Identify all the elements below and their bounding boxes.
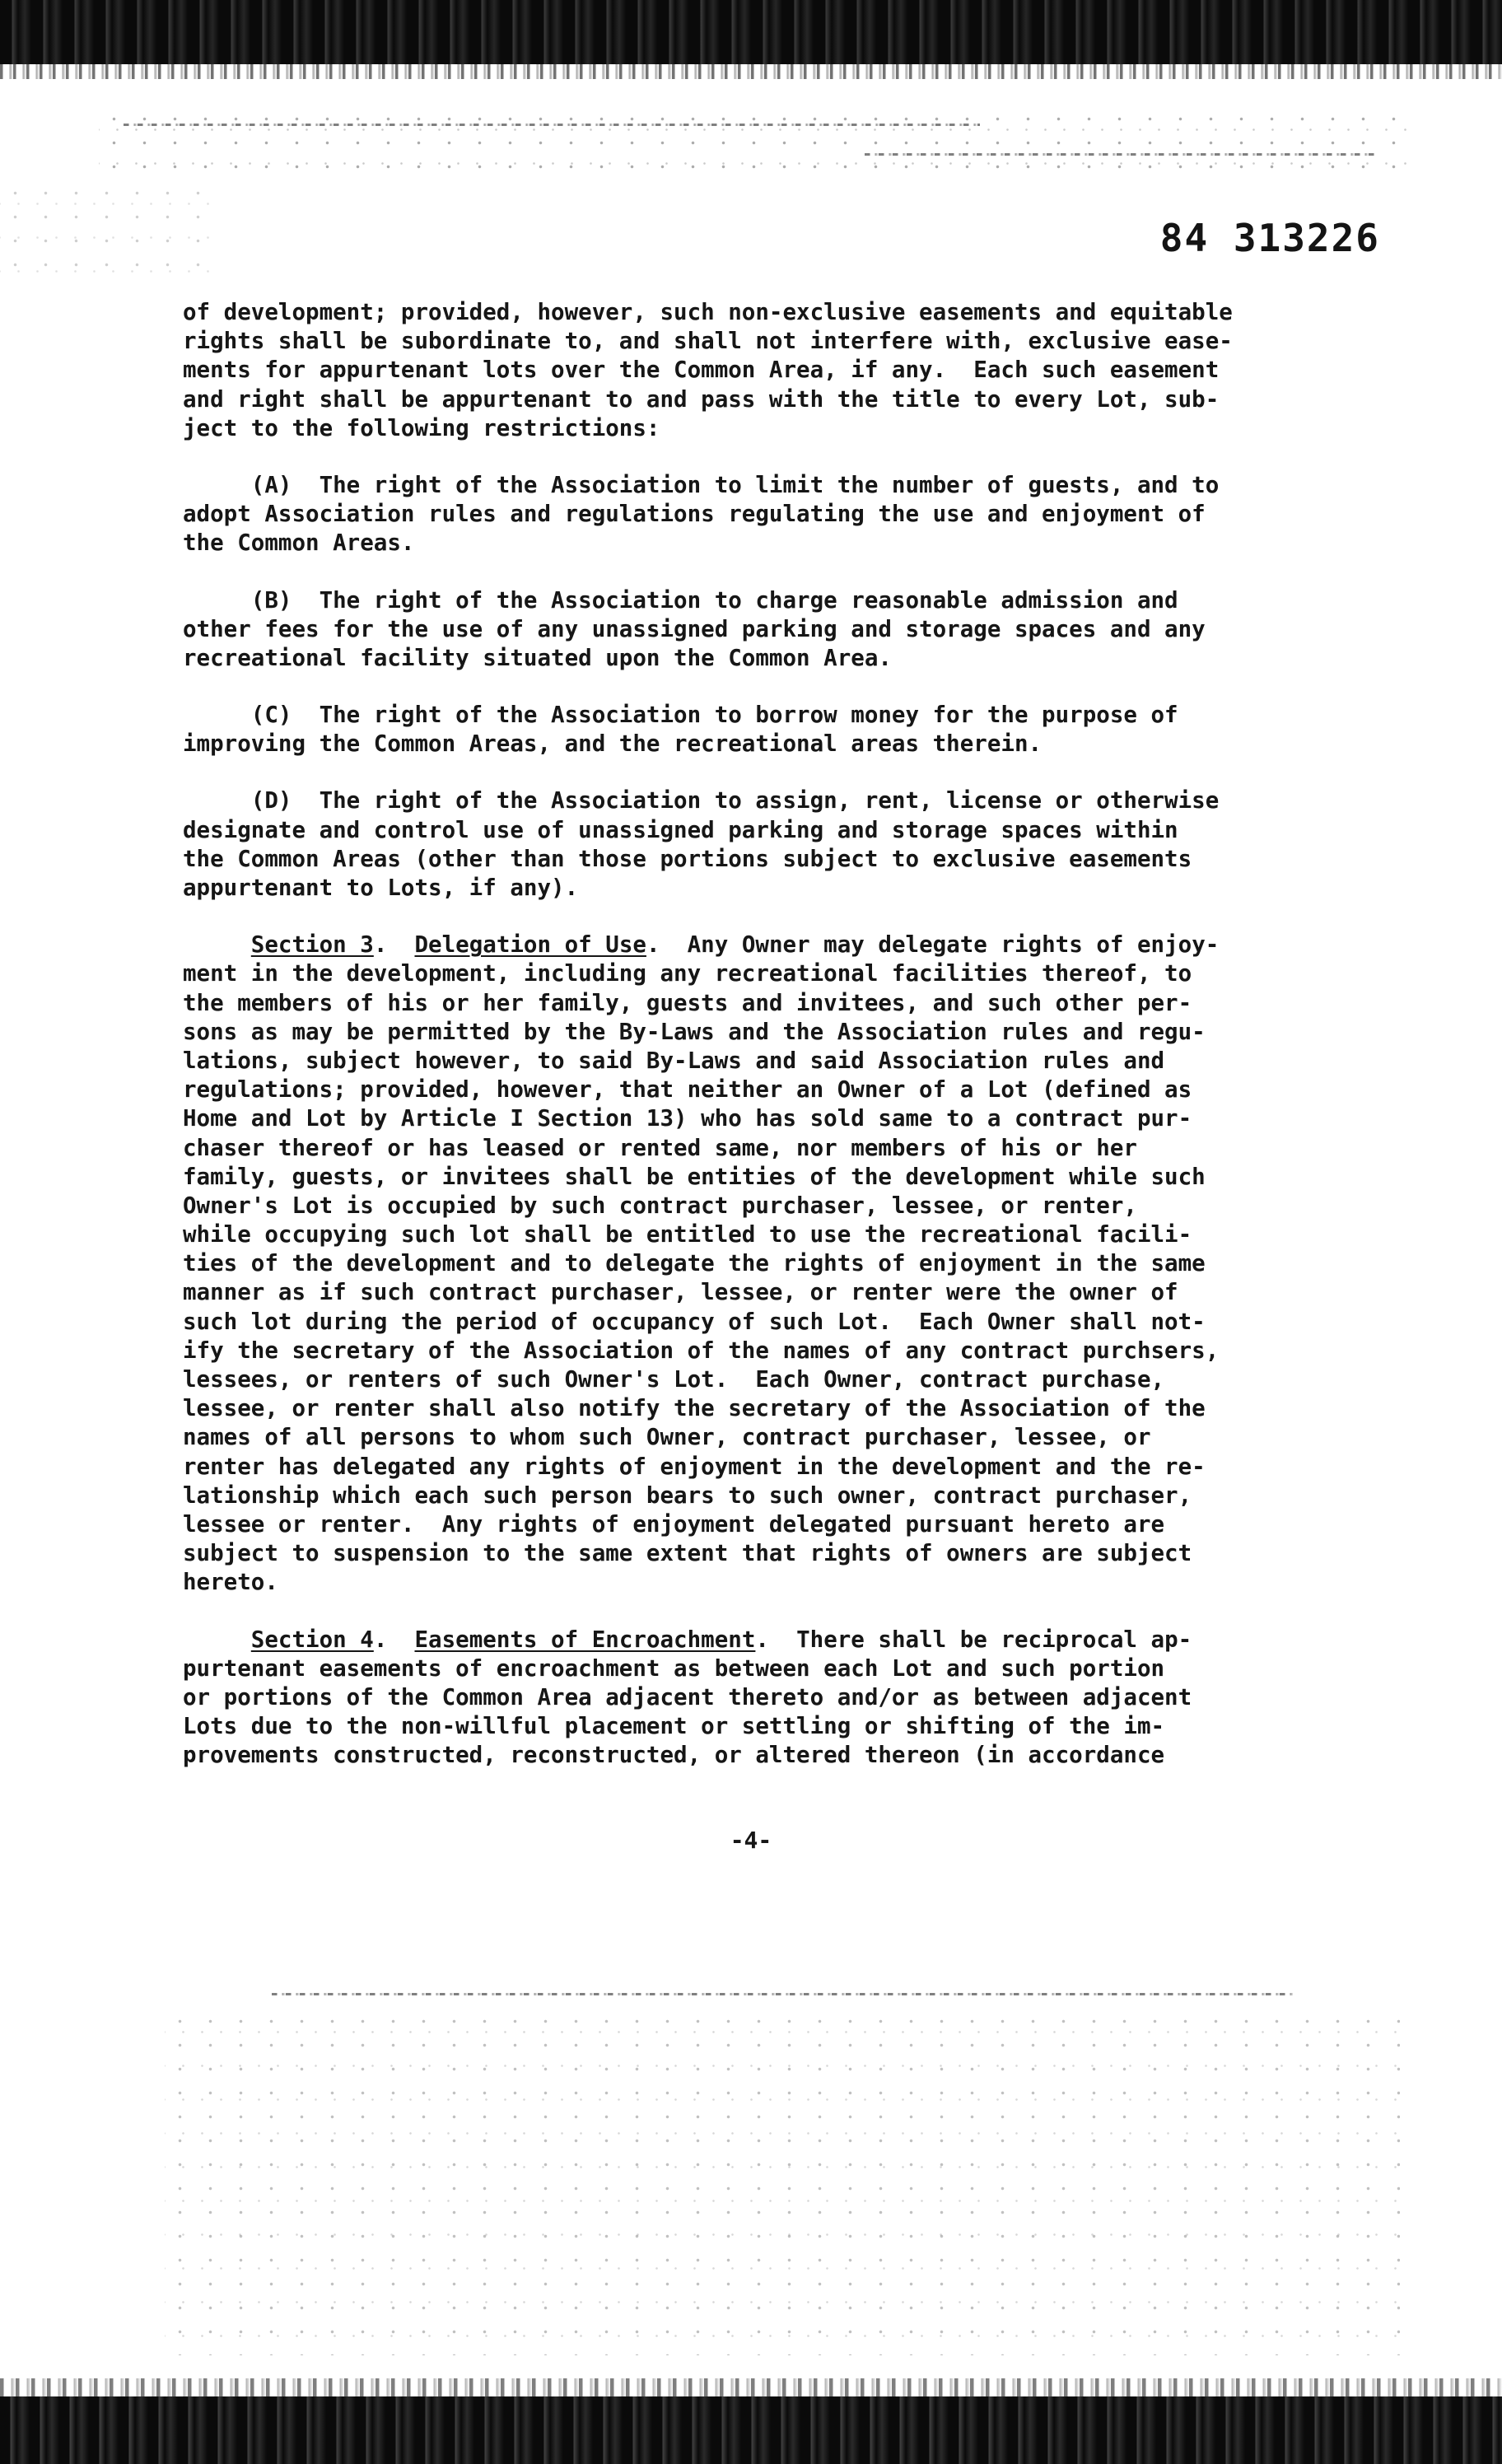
section-3-title: Delegation of Use — [414, 931, 646, 959]
restrictions-paragraphs — [183, 298, 1369, 903]
page-number: -4- — [730, 1827, 772, 1854]
text-line: lessees, or renters of such Owner's Lot. Each Owner, contract purchase, — [183, 1366, 1165, 1393]
text-line: Lots due to the non-willful placement or settling or shifting of the im- — [183, 1713, 1165, 1740]
text-line: while occupying such lot shall be entitled to use the recreational facili- — [183, 1221, 1192, 1248]
text-line: regulations; provided, however, that neither an Owner of a Lot (defined as — [183, 1076, 1192, 1104]
paragraph — [183, 586, 1369, 674]
text-line: lations, subject however, to said By-Laws and said Association rules and — [183, 1047, 1165, 1074]
document-body — [183, 298, 1369, 1770]
scan-noise-bottom — [0, 2396, 1502, 2464]
text-line: rights shall be subordinate to, and shall not interfere with, exclusive ease- — [183, 328, 1233, 355]
text-line: appurtenant to Lots, if any). — [183, 875, 579, 901]
scan-noise-line — [272, 1993, 1293, 1995]
text-line: ify the secretary of the Association of the names of any contract purchsers, — [183, 1337, 1220, 1364]
text-line: recreational facility situated upon the Common Area. — [183, 644, 892, 671]
text-line: hereto. — [183, 1569, 278, 1596]
scan-speckle — [165, 2009, 1400, 2355]
scan-speckle — [0, 181, 214, 280]
scan-speckle — [99, 107, 1416, 181]
text-line: chaser thereof or has leased or rented same, nor members of his or her — [183, 1134, 1137, 1161]
paragraph — [183, 298, 1369, 443]
text-line: (C) The right of the Association to borrow money for the purpose of — [183, 702, 1178, 729]
text-line: adopt Association rules and regulations regulating the use and enjoyment of — [183, 501, 1206, 528]
text-line: family, guests, or invitees shall be entities of the development while such — [183, 1163, 1206, 1190]
document-number: 84 313226 — [1159, 216, 1380, 260]
section-3-label: Section 3 — [250, 931, 374, 959]
text-line: and right shall be appurtenant to and pass with the title to every Lot, sub- — [183, 385, 1220, 413]
text-line: such lot during the period of occupancy of such Lot. Each Owner shall not- — [183, 1308, 1206, 1335]
text-line: other fees for the use of any unassigned parking and storage spaces and any — [183, 615, 1206, 642]
text-line: (B) The right of the Association to charge reasonable admission and — [183, 586, 1178, 614]
text-line: the Common Areas. — [183, 530, 415, 557]
text-line: Home and Lot by Article I Section 13) who has sold same to a contract pur- — [183, 1105, 1192, 1132]
text-line: sons as may be permitted by the By-Laws and the Association rules and regu- — [183, 1018, 1206, 1045]
section-4-title: Easements of Encroachment — [414, 1626, 756, 1653]
text-line: ject to the following restrictions: — [183, 414, 660, 441]
scan-noise-top — [0, 0, 1502, 64]
text-line: lessee, or renter shall also notify the secretary of the Association of the — [183, 1395, 1206, 1422]
text-line: improving the Common Areas, and the recreational areas therein. — [183, 730, 1043, 758]
text-line: ment in the development, including any recreational facilities thereof, to — [183, 960, 1192, 987]
text-line: (A) The right of the Association to limit the number of guests, and to — [183, 471, 1220, 498]
text-line: of development; provided, however, such non-exclusive easements and equitable — [183, 299, 1233, 325]
text-line: ments for appurtenant lots over the Common Area, if any. Each such easement — [183, 357, 1220, 384]
section-4-first-line: Section 4. Easements of Encroachment. There shall be reciprocal ap- — [250, 1626, 1192, 1653]
text-line: renter has delegated any rights of enjoyment in the development and the re- — [183, 1453, 1206, 1480]
text-line: lationship which each such person bears to such owner, contract purchaser, — [183, 1482, 1192, 1509]
paragraph — [183, 471, 1369, 558]
text-line: subject to suspension to the same extent that rights of owners are subject — [183, 1540, 1192, 1567]
section-4-label: Section 4 — [250, 1626, 374, 1653]
text-line: or portions of the Common Area adjacent thereto and/or as between adjacent — [183, 1683, 1192, 1710]
text-line: the members of his or her family, guests and invitees, and such other per- — [183, 989, 1192, 1016]
text-line: Owner's Lot is occupied by such contract purchaser, lessee, or renter, — [183, 1192, 1137, 1219]
section-4 — [183, 1626, 1369, 1771]
section-3 — [183, 931, 1369, 1597]
text-line: ties of the development and to delegate the rights of enjoyment in the same — [183, 1250, 1206, 1277]
text-line: manner as if such contract purchaser, lessee, or renter were the owner of — [183, 1279, 1178, 1306]
text-line: designate and control use of unassigned parking and storage spaces within — [183, 816, 1178, 843]
text-line: names of all persons to whom such Owner, contract purchaser, lessee, or — [183, 1424, 1151, 1451]
paragraph — [183, 786, 1369, 903]
text-line: provements constructed, reconstructed, or altered thereon (in accordance — [183, 1742, 1165, 1769]
text-line: lessee or renter. Any rights of enjoyment delegated pursuant hereto are — [183, 1510, 1165, 1538]
paragraph — [183, 701, 1369, 758]
text-line: the Common Areas (other than those portions subject to exclusive easements — [183, 845, 1192, 872]
section-3-first-line: Section 3. Delegation of Use. Any Owner may delegate rights of enjoy- — [250, 931, 1220, 959]
text-line: purtenant easements of encroachment as between each Lot and such portion — [183, 1654, 1165, 1682]
text-line: (D) The right of the Association to assign, rent, license or otherwise — [183, 787, 1220, 814]
